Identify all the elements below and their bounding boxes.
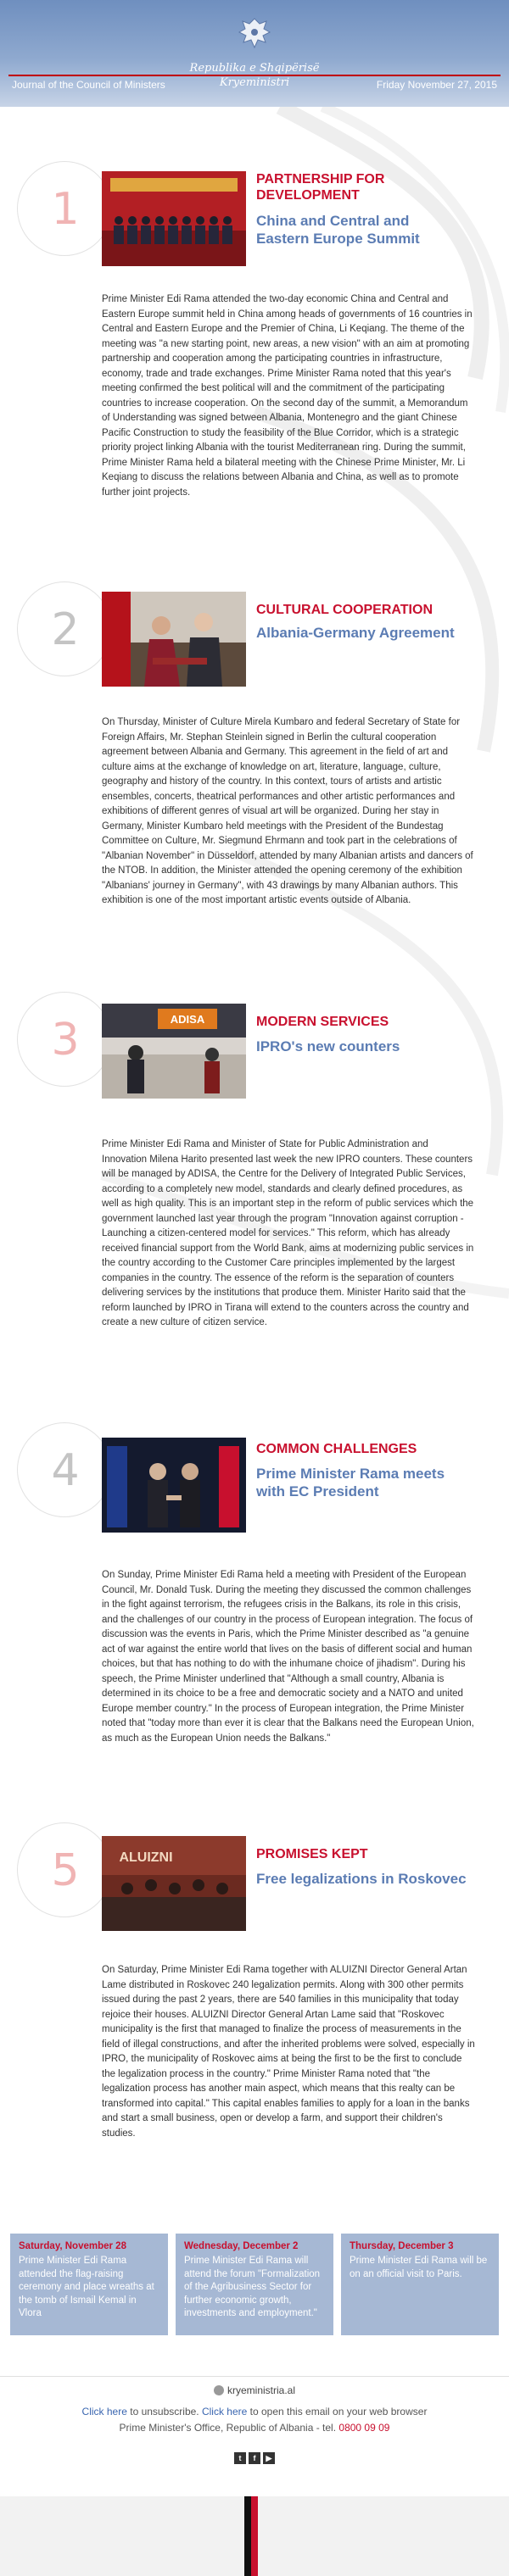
article-category: PROMISES KEPT (256, 1847, 368, 1861)
section-number: 5 (51, 1845, 80, 1896)
issue-date: Friday November 27, 2015 (376, 79, 497, 91)
header-script-line1: Republika e Shqipërisë (189, 62, 320, 75)
article-photo[interactable] (102, 592, 246, 687)
summit-group-photo-icon (102, 171, 246, 266)
albanian-eagle-emblem-icon (234, 14, 275, 54)
browser-link[interactable]: Click here (201, 2406, 248, 2417)
section-number-circle (17, 1822, 112, 1917)
event-card[interactable] (176, 2234, 333, 2335)
article-category: PARTNERSHIP FOR DEVELOPMENT (256, 172, 385, 203)
unsubscribe-text: to unsubscribe. (126, 2406, 202, 2417)
article-3 (0, 992, 509, 1390)
browser-text: to open this email on your web browser (247, 2406, 428, 2417)
unsubscribe-link[interactable]: Click here (81, 2406, 127, 2417)
article-body: On Sunday, Prime Minister Edi Rama held a meeting with President of the European Council, Mr. Donald Tusk. During the meeting they discussed the common challenges in the fight against terrorism, the refugees crisis in the Balkans, its role in this crisis, and the challenges of our country in the process of European integration. The focus of discussion was the events in Paris, which the Prime Minister described as "a genuine act of war against the entire world that lives on the basis of different social and human choices, but that has nothing to do with the inhumane choice of jihadism". During his speech, the Prime Minister underlined that "Although a small country, Albania is determined in its choice to be a free and democratic society and a NATO and united Europe member country." In the process of European integration, the Prime Minister noted that "today more than ever it is clear that the Balkans need the European Union, as much as the European Union needs the Balkans." (102, 1570, 474, 1744)
article-photo[interactable] (102, 171, 246, 266)
section-number: 4 (51, 1445, 80, 1496)
section-number-circle (17, 1422, 112, 1517)
facebook-icon[interactable]: f (249, 2452, 260, 2464)
article-title[interactable]: China and Central and Eastern Europe Summit (256, 213, 420, 247)
article-body: On Thursday, Minister of Culture Mirela Kumbaro and federal Secretary of State for Foreign Affairs, Mr. Stephan Steinlein signed in Berlin the cultural cooperation agreement between Albania and Germany. This agreement in the field of art and culture aims at the exchange of knowledge on art, literature, language, culture, geography and history of the country. In this context, tours of artists and artistic ensembles, concerts, theatrical performances and other artistic performances and exhibitions of different genres of visual art will be organized. During her stay in Germany, Minister Kumbaro held meetings with the President of the Bundestag Committee on Culture, Mr. Siegmund Ehrmann and took part in the celebrations of "Albanian November" in Düsseldorf, attended by many Albanian artists and dancers of the NTOB. In addition, the Minister attended the opening ceremony of the exhibition "Albanians' journey in Germany", with 43 drawings by many Albanian authors. This exhibition is one of the most important artistic events outside of Albania. (102, 717, 473, 905)
footer-site-name: kryeministria.al (227, 2384, 295, 2396)
upcoming-events (10, 2234, 499, 2335)
section-number: 1 (51, 184, 80, 235)
header-divider (8, 75, 501, 76)
photo-label: ADISA (170, 1013, 205, 1026)
event-description: Prime Minister Edi Rama will be on an official visit to Paris. (350, 2256, 488, 2279)
footer-red-stripe (251, 2496, 258, 2576)
section-number: 3 (51, 1015, 80, 1065)
article-body: On Saturday, Prime Minister Edi Rama together with ALUIZNI Director General Artan Lame distributed in Roskovec 240 legalization permits. Along with 300 other permits issued during the past 2 years, there are 540 families in this municipality that today rejoice their houses. ALUIZNI Director General Artan Lame said that "Roskovec municipality is the first that managed to finalize the process of measurements in the field of illegal constructions, and after the inherited problems were solved, especially in IPRO, the municipality of Roskovec aims at being the first to be the first to conclude the legalization process in the country." Prime Minister Rama noted that "the legalization process has another main aspect, which means that this realty can be transformed into capital." This capital enables families to apply for a loan in the banks and start a small business, open or develop a farm, and support their children's studies. (102, 1965, 475, 2139)
article-body: Prime Minister Edi Rama attended the two-day economic China and Central and Eastern Europe summit held in China among heads of governments of 16 countries in Central and Eastern Europe and the Premier of China, Li Keqiang. The theme of the meeting was "a new starting point, new areas, a new vision" with an aim at promoting partnership and cooperation among the participating countries in infrastructure, economy, trade and trade exchanges. Prime Minister Rama noted that this year's meeting confirmed the best political will and the commitment of the participating countries to increase cooperation. On the second day of the summit, a Memorandum of Understanding was signed between Albania, Montenegro and the giant Chinese Pacific Construction to study the feasibility of the Blue Corridor, which is a strategic priority project linking Albania with the tourist Mediterranean ring. During the summit, Prime Minister Rama held a bilateral meeting with the Chinese Prime Minister, Mr. Li Keqiang to discuss the relations between Albania and China, as well as to promote further joint projects. (102, 294, 473, 498)
newsletter-header (0, 0, 509, 107)
adisa-counter-photo-icon (102, 1004, 246, 1099)
footer-site-logo[interactable] (0, 2384, 509, 2396)
article-category: MODERN SERVICES (256, 1015, 389, 1029)
footer-black-stripe (244, 2496, 251, 2576)
article-title[interactable]: Prime Minister Rama meets with EC President (256, 1466, 445, 1499)
footer-office-line (0, 2422, 509, 2434)
event-description: Prime Minister Edi Rama attended the flag-raising ceremony and place wreaths at the tomb of Ismail Kemal in Vlora (19, 2256, 154, 2318)
event-description: Prime Minister Edi Rama will attend the forum "Formalization of the Agribusiness Sector for further economic growth, investments and employment." (184, 2256, 321, 2318)
event-date: Saturday, November 28 (19, 2241, 126, 2251)
article-4 (0, 1422, 509, 1812)
office-phone[interactable]: 0800 09 09 (338, 2422, 390, 2434)
article-title[interactable]: Albania-Germany Agreement (256, 625, 455, 641)
footer-divider (0, 2376, 509, 2377)
event-date: Thursday, December 3 (350, 2241, 454, 2251)
office-text: Prime Minister's Office, Republic of Albania - tel. (119, 2422, 339, 2434)
event-date: Wednesday, December 2 (184, 2241, 299, 2251)
aluizni-event-photo-icon (102, 1836, 246, 1931)
agreement-signing-photo-icon (102, 592, 246, 687)
section-number: 2 (51, 604, 80, 655)
section-number-circle (17, 161, 112, 256)
event-card[interactable] (341, 2234, 499, 2335)
article-category: COMMON CHALLENGES (256, 1442, 417, 1456)
article-photo[interactable] (102, 1438, 246, 1533)
article-title[interactable]: IPRO's new counters (256, 1038, 400, 1054)
article-photo[interactable] (102, 1836, 246, 1931)
event-card[interactable] (10, 2234, 168, 2335)
youtube-icon[interactable]: ▶ (263, 2452, 275, 2464)
section-number-circle (17, 581, 112, 676)
section-number-circle (17, 992, 112, 1087)
article-title[interactable]: Free legalizations in Roskovec (256, 1871, 467, 1887)
article-category: CULTURAL COOPERATION (256, 603, 433, 617)
footer-bottom-bar (0, 2496, 509, 2576)
handshake-flags-photo-icon (102, 1438, 246, 1533)
article-photo[interactable] (102, 1004, 246, 1099)
photo-label: ALUIZNI (119, 1850, 173, 1865)
twitter-icon[interactable]: t (234, 2452, 246, 2464)
article-body: Prime Minister Edi Rama and Minister of State for Public Administration and Innovation Milena Harito presented last week the new IPRO counters. These counters will be managed by ADISA, the Centre for the Delivery of Integrated Public Services, according to a completely new model, standards and clearly defined procedures, as well as high quality. This is an important step in the reform of public services which the government launched last year through the program "Innovation against corruption - Launching a citizen-centered model for services." This reform, which has already received financial support from the World Bank, aims at modernizing public services in the country according to the Customer Care principles implemented by the largest companies in the country. The essence of the reform is the separation of counters delivering services by the institutions that produce them. Minister Harito said that the reform launched by IPRO in Tirana will extend to the counters across the country and create a new culture of citizen service. (102, 1139, 474, 1327)
article-5 (0, 1822, 509, 2221)
article-1 (0, 153, 509, 593)
journal-title: Journal of the Council of Ministers (12, 79, 165, 91)
header-script-line2: Kryeministri (219, 76, 290, 89)
emblem-mini-icon (214, 2385, 224, 2395)
footer-unsubscribe-line (0, 2406, 509, 2417)
article-2 (0, 581, 509, 963)
